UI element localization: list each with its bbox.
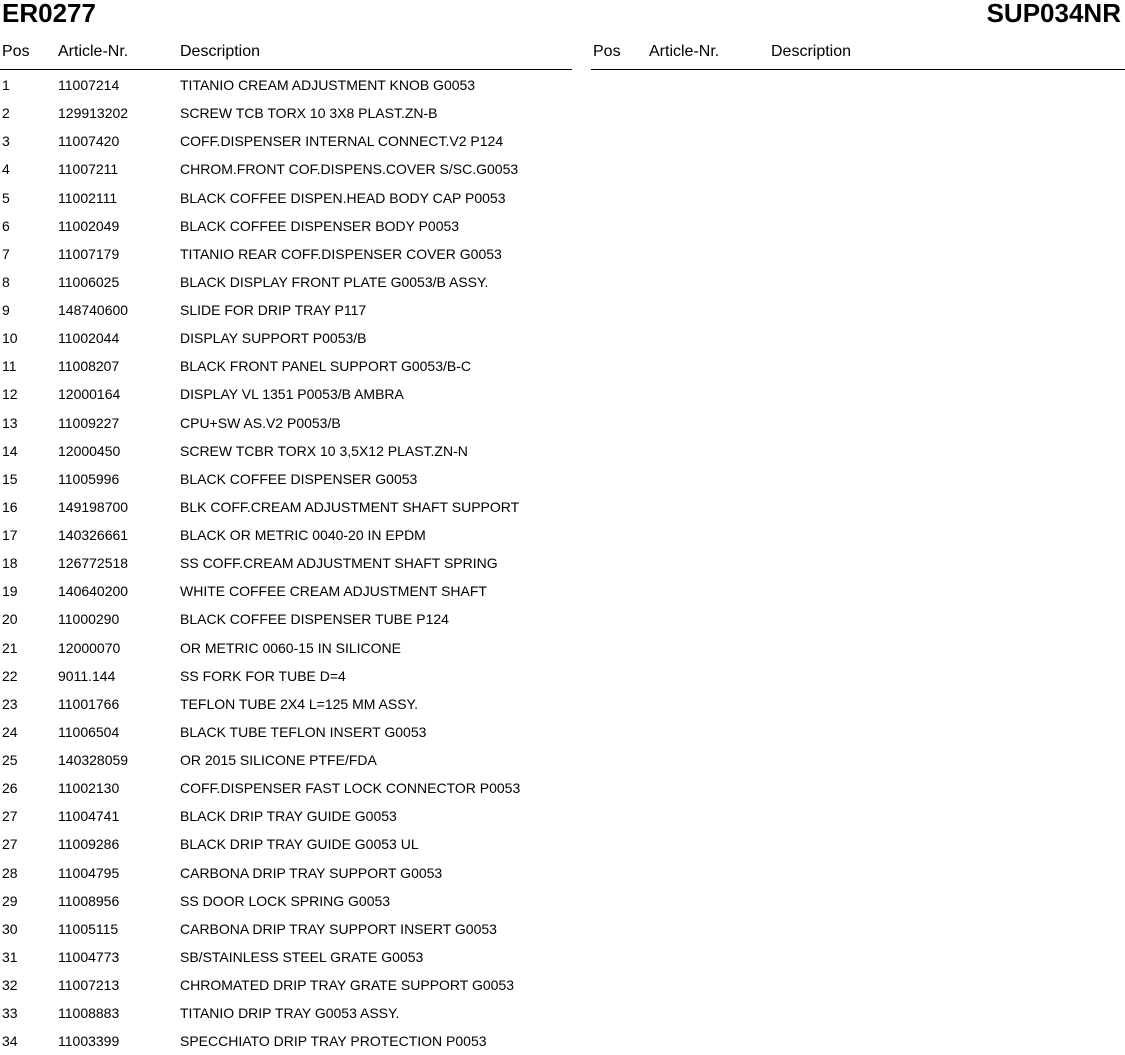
row-article-nr: 11000290 [58, 611, 120, 628]
row-article-nr: 11009227 [58, 414, 120, 431]
row-article-nr: 12000164 [58, 386, 121, 403]
row-description: TITANIO DRIP TRAY G0053 ASSY. [180, 1005, 400, 1022]
row-description: TITANIO CREAM ADJUSTMENT KNOB G0053 [180, 77, 476, 93]
row-article-nr: 11008956 [58, 892, 120, 909]
table-row [0, 127, 572, 155]
row-description: BLACK DRIP TRAY GUIDE G0053 UL [180, 836, 419, 853]
table-row [0, 999, 572, 1027]
row-description: BLACK DRIP TRAY GUIDE G0053 [180, 808, 397, 825]
table-header-left [0, 43, 572, 70]
row-description: DISPLAY SUPPORT P0053/B [180, 330, 367, 347]
table-row [0, 830, 572, 858]
table-row [0, 493, 572, 521]
row-pos: 17 [2, 527, 18, 543]
header-pos: Pos [593, 43, 621, 60]
row-article-nr: 140326661 [58, 527, 129, 543]
row-description: CPU+SW AS.V2 P0053/B [180, 414, 341, 431]
row-article-nr: 140328059 [58, 752, 129, 768]
row-pos: 21 [2, 639, 18, 656]
row-article-nr: 11001766 [58, 695, 120, 712]
row-description: CHROMATED DRIP TRAY GRATE SUPPORT G0053 [180, 977, 515, 993]
row-article-nr: 11007211 [58, 161, 119, 178]
row-article-nr: 11007420 [58, 133, 120, 150]
row-pos: 24 [2, 723, 18, 740]
table-row [0, 1027, 572, 1055]
row-pos: 27 [2, 808, 18, 825]
row-description: TITANIO REAR COFF.DISPENSER COVER G0053 [180, 245, 502, 262]
table-row [0, 324, 572, 352]
row-description: SCREW TCBR TORX 10 3,5X12 PLAST.ZN-N [180, 442, 468, 459]
row-description: CHROM.FRONT COF.DISPENS.COVER S/SC.G0053 [180, 161, 519, 178]
row-article-nr: 12000070 [58, 639, 121, 656]
row-pos: 30 [2, 920, 18, 937]
row-description: BLACK COFFEE DISPENSER BODY P0053 [180, 217, 460, 234]
table-header-right [591, 43, 1125, 70]
row-pos: 4 [2, 161, 10, 178]
row-pos: 31 [2, 948, 18, 965]
row-description: SB/STAINLESS STEEL GRATE G0053 [180, 948, 424, 965]
row-description: DISPLAY VL 1351 P0053/B AMBRA [180, 386, 404, 403]
row-description: COFF.DISPENSER FAST LOCK CONNECTOR P0053 [180, 780, 521, 797]
row-pos: 8 [2, 273, 10, 290]
table-row [0, 802, 572, 830]
table-row [0, 240, 572, 268]
row-article-nr: 11008883 [58, 1005, 120, 1022]
header-pos: Pos [2, 43, 30, 60]
row-pos: 23 [2, 695, 18, 712]
row-pos: 13 [2, 414, 18, 431]
parts-list [0, 71, 572, 1055]
row-description: CARBONA DRIP TRAY SUPPORT INSERT G0053 [180, 920, 497, 937]
row-description: BLACK COFFEE DISPENSER TUBE P124 [180, 611, 449, 628]
row-description: BLACK OR METRIC 0040-20 IN EPDM [180, 527, 426, 543]
row-description: BLACK FRONT PANEL SUPPORT G0053/B-C [180, 358, 471, 375]
row-description: OR 2015 SILICONE PTFE/FDA [180, 752, 377, 768]
table-row [0, 605, 572, 633]
table-row [0, 577, 572, 605]
table-row [0, 746, 572, 774]
row-article-nr: 12000450 [58, 442, 121, 459]
row-description: BLACK COFFEE DISPENSER G0053 [180, 470, 418, 487]
row-pos: 11 [2, 358, 17, 375]
header-article-nr: Article-Nr. [649, 43, 720, 60]
row-pos: 1 [2, 77, 10, 93]
row-pos: 2 [2, 105, 10, 122]
row-article-nr: 11002049 [58, 217, 120, 234]
document-code-left: ER0277 [2, 0, 96, 28]
row-article-nr: 11002044 [58, 330, 120, 347]
row-pos: 33 [2, 1005, 18, 1022]
row-description: BLACK DISPLAY FRONT PLATE G0053/B ASSY. [180, 273, 489, 290]
row-description: CARBONA DRIP TRAY SUPPORT G0053 [180, 864, 443, 881]
row-description: SLIDE FOR DRIP TRAY P117 [180, 302, 367, 318]
row-description: OR METRIC 0060-15 IN SILICONE [180, 639, 401, 656]
row-pos: 27 [2, 836, 18, 853]
row-description: SPECCHIATO DRIP TRAY PROTECTION P0053 [180, 1033, 487, 1050]
row-pos: 12 [2, 386, 18, 403]
row-description: BLACK COFFEE DISPEN.HEAD BODY CAP P0053 [180, 189, 506, 206]
row-article-nr: 140640200 [58, 583, 129, 600]
table-row [0, 690, 572, 718]
row-pos: 20 [2, 611, 18, 628]
table-row [0, 915, 572, 943]
row-article-nr: 11004741 [58, 808, 120, 825]
row-article-nr: 148740600 [58, 302, 129, 318]
table-row [0, 774, 572, 802]
row-article-nr: 11009286 [58, 836, 120, 853]
row-description: SCREW TCB TORX 10 3X8 PLAST.ZN-B [180, 105, 438, 122]
row-pos: 6 [2, 217, 10, 234]
table-row [0, 521, 572, 549]
row-pos: 16 [2, 498, 18, 515]
row-description: TEFLON TUBE 2X4 L=125 MM ASSY. [180, 695, 418, 712]
row-pos: 26 [2, 780, 18, 797]
row-pos: 14 [2, 442, 18, 459]
row-pos: 32 [2, 977, 18, 993]
row-pos: 9 [2, 302, 10, 318]
row-article-nr: 11002130 [58, 780, 120, 797]
table-row [0, 352, 572, 380]
table-row [0, 887, 572, 915]
table-row [0, 155, 572, 183]
table-row [0, 971, 572, 999]
header-article-nr: Article-Nr. [58, 43, 129, 60]
row-pos: 22 [2, 667, 18, 684]
row-article-nr: 11007214 [58, 77, 120, 93]
row-description: BLACK TUBE TEFLON INSERT G0053 [180, 723, 427, 740]
row-article-nr: 126772518 [58, 555, 129, 572]
table-row [0, 662, 572, 690]
header-description: Description [771, 43, 852, 60]
table-row [0, 99, 572, 127]
header-description: Description [180, 43, 261, 60]
row-article-nr: 149198700 [58, 498, 129, 515]
row-article-nr: 129913202 [58, 105, 129, 122]
row-description: BLK COFF.CREAM ADJUSTMENT SHAFT SUPPORT [180, 498, 520, 515]
row-article-nr: 11005115 [58, 920, 119, 937]
row-description: WHITE COFFEE CREAM ADJUSTMENT SHAFT [180, 583, 487, 600]
row-description: SS COFF.CREAM ADJUSTMENT SHAFT SPRING [180, 555, 498, 572]
table-row [0, 71, 572, 99]
row-article-nr: 11007213 [58, 977, 120, 993]
table-row [0, 465, 572, 493]
row-article-nr: 11002111 [58, 189, 118, 206]
row-article-nr: 11007179 [58, 245, 120, 262]
table-row [0, 296, 572, 324]
row-pos: 29 [2, 892, 18, 909]
row-article-nr: 11003399 [58, 1033, 120, 1050]
row-pos: 25 [2, 752, 18, 768]
row-article-nr: 11006025 [58, 273, 120, 290]
row-article-nr: 11006504 [58, 723, 120, 740]
document-code-right: SUP034NR [986, 0, 1121, 28]
table-row [0, 943, 572, 971]
row-pos: 7 [2, 245, 10, 262]
row-pos: 3 [2, 133, 10, 150]
row-pos: 10 [2, 330, 18, 347]
row-pos: 19 [2, 583, 18, 600]
row-description: SS FORK FOR TUBE D=4 [180, 667, 346, 684]
row-pos: 5 [2, 189, 10, 206]
row-pos: 15 [2, 470, 18, 487]
row-article-nr: 9011.144 [58, 667, 116, 684]
table-row [0, 212, 572, 240]
row-pos: 28 [2, 864, 18, 881]
table-row [0, 409, 572, 437]
row-pos: 34 [2, 1033, 18, 1050]
table-row [0, 268, 572, 296]
table-row [0, 437, 572, 465]
table-row [0, 718, 572, 746]
table-row [0, 380, 572, 408]
row-article-nr: 11005996 [58, 470, 120, 487]
row-description: COFF.DISPENSER INTERNAL CONNECT.V2 P124 [180, 133, 504, 150]
row-pos: 18 [2, 555, 18, 572]
row-article-nr: 11008207 [58, 358, 120, 375]
table-row [0, 184, 572, 212]
table-row [0, 634, 572, 662]
row-article-nr: 11004773 [58, 948, 120, 965]
row-article-nr: 11004795 [58, 864, 120, 881]
row-description: SS DOOR LOCK SPRING G0053 [180, 892, 391, 909]
table-row [0, 859, 572, 887]
table-row [0, 549, 572, 577]
